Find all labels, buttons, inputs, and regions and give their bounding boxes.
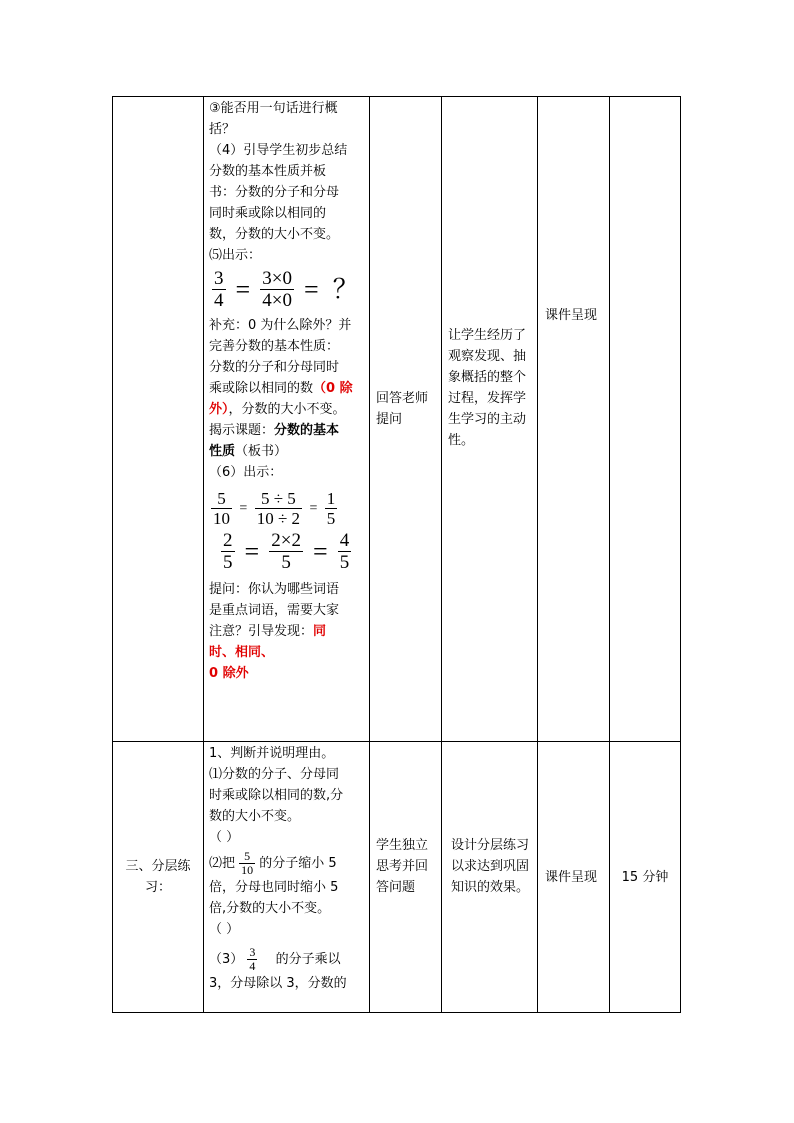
text-line (209, 850, 369, 877)
col-border-6 (609, 96, 610, 1013)
col-border-3 (369, 96, 370, 1013)
student-activity-upper: 回答老师提问 (376, 391, 429, 427)
text-line: 书：分数的分子和分母 (209, 185, 340, 200)
highlight-text: 时、相同、 (209, 645, 275, 660)
text-line: 倍，分母也同时缩小 5 (209, 880, 339, 895)
text-line: ③能否用一句话进行概 (209, 101, 338, 116)
fraction (255, 489, 302, 528)
time-allocation: 15 分钟 (621, 870, 669, 885)
text-line (209, 420, 369, 441)
text-span: 注意？引导发现： (209, 624, 314, 639)
text-line: 数的大小不变。 (209, 809, 301, 824)
text-span: ⑵把 (209, 856, 236, 871)
text-line: 是重点词语，需要大家 (209, 603, 340, 618)
text-line: 提问：你认为哪些词语 (209, 582, 340, 597)
equals-sign: = (304, 275, 319, 304)
answer-blank: （ ） (209, 922, 240, 937)
numerator: 5 (211, 489, 232, 509)
equals-sign: = (239, 501, 248, 516)
denominator: 5 (223, 552, 233, 573)
table-bottom-border (112, 1012, 681, 1013)
table-top-border (112, 96, 681, 97)
denominator: 10 ÷ 2 (256, 509, 301, 528)
highlight-text: 外） (209, 402, 229, 417)
teacher-activity-lower (209, 743, 369, 994)
fraction (247, 946, 257, 973)
text-span: 乘或除以相同的数 (209, 381, 314, 396)
denominator: 5 (339, 552, 350, 573)
text-line (209, 378, 369, 399)
text-span: 的分子乘以 (275, 952, 341, 967)
denominator: 5 (326, 509, 336, 528)
fraction (269, 530, 303, 573)
text-line (209, 946, 369, 973)
highlight-text: 同 (313, 624, 327, 639)
formula-multiplication (221, 530, 369, 573)
highlight-text: （0 除 (313, 381, 353, 396)
denominator: 4 (214, 290, 224, 311)
numerator: 5 (239, 850, 255, 864)
numerator: 4 (339, 530, 350, 551)
lesson-title-text: 分数的基本 (274, 423, 340, 438)
student-activity-lower: 学生独立思考并回答问题 (376, 838, 429, 895)
numerator: 3×0 (262, 268, 292, 289)
text-line: （4）引导学生初步总结 (209, 143, 348, 158)
stage-label: 三、分层练习： (125, 859, 191, 895)
col-border-4 (441, 96, 442, 1013)
text-span: 揭示课题： (209, 423, 275, 438)
denominator: 10 (213, 509, 230, 528)
text-line (209, 441, 369, 462)
text-line: （6）出示： (209, 465, 283, 480)
text-line: 分数的基本性质并板 (209, 164, 327, 179)
text-line: 补充：0 为什么除外？并 (209, 318, 352, 333)
numerator: 2×2 (271, 530, 301, 551)
numerator: 3 (214, 268, 224, 289)
numerator: 5 ÷ 5 (255, 489, 302, 509)
formula-zero-question (212, 268, 369, 311)
text-span: ，分数的大小不变。 (228, 402, 346, 417)
col-border-7 (680, 96, 681, 1013)
fraction (212, 268, 226, 311)
text-line: 3，分母除以 3，分数的 (209, 976, 347, 991)
text-line: 时乘或除以相同的数,分 (209, 788, 344, 803)
text-line: 1、判断并说明理由。 (209, 746, 335, 761)
text-line: 分数的分子和分母同时 (209, 360, 340, 375)
media-lower: 课件呈现 (545, 870, 598, 885)
fraction (211, 489, 232, 528)
equals-sign: = (235, 275, 251, 304)
fraction (260, 268, 294, 311)
col-border-5 (537, 96, 538, 1013)
fraction (221, 530, 235, 573)
text-line: ⑸出示： (209, 248, 262, 263)
text-line: 数，分数的大小不变。 (209, 227, 340, 242)
text-span: （板书） (235, 444, 288, 459)
design-intent-lower: 设计分层练习以求达到巩固知识的效果。 (450, 838, 529, 895)
col-border-2 (203, 96, 204, 1013)
numerator: 1 (326, 489, 336, 508)
question-mark: ？ (332, 275, 359, 304)
media-upper: 课件呈现 (545, 308, 598, 323)
col-border-1 (112, 96, 113, 1013)
formula-division (211, 489, 369, 528)
fraction (325, 489, 338, 528)
denominator: 5 (281, 552, 291, 573)
equals-sign: = (244, 537, 260, 566)
text-line: ⑴分数的分子、分母同 (209, 767, 340, 782)
text-line: 同时乘或除以相同的 (209, 206, 327, 221)
teacher-activity-upper (209, 98, 369, 684)
text-line: 倍,分数的大小不变。 (209, 901, 331, 916)
highlight-text: 0 除外 (209, 666, 249, 681)
fraction (239, 850, 255, 877)
equals-sign: = (313, 537, 328, 566)
text-line: 括？ (209, 122, 236, 137)
fraction (338, 530, 352, 573)
text-span: 的分子缩小 5 (259, 856, 337, 871)
denominator: 4×0 (262, 290, 292, 311)
text-line (209, 621, 369, 642)
numerator: 2 (223, 530, 233, 551)
text-line: 完善分数的基本性质： (209, 339, 340, 354)
equals-sign: = (309, 501, 318, 516)
lesson-title-text: 性质 (209, 444, 236, 459)
answer-blank: （ ） (209, 830, 240, 845)
denominator: 4 (249, 959, 256, 973)
numerator: 3 (249, 945, 256, 959)
denominator: 10 (241, 863, 254, 877)
design-intent-upper: 让学生经历了观察发现、抽象概括的整个过程，发挥学生学习的主动性。 (448, 328, 527, 448)
row-divider (112, 741, 681, 742)
text-span: （3） (209, 952, 244, 967)
text-line (209, 399, 369, 420)
